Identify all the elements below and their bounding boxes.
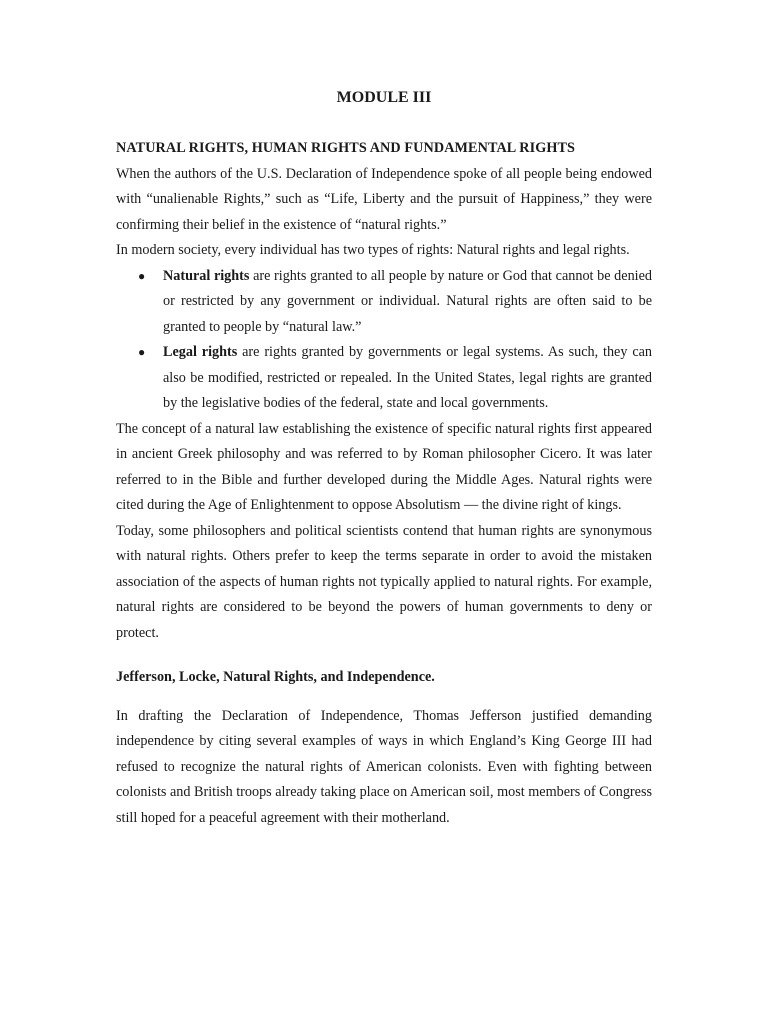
term-legal-rights: Legal rights xyxy=(163,344,238,360)
rights-list xyxy=(116,264,652,417)
list-item-legal-rights xyxy=(138,340,653,417)
document-body xyxy=(116,86,652,831)
bullet-icon: ● xyxy=(138,268,146,283)
paragraph-declaration: When the authors of the U.S. Declaration of Independence spoke of all people being endowed with “unalienable Rights,” such as “Life, Liberty and the pursuit of Happiness,” they were confirming their belief in the existence of “natural rights.” xyxy=(116,165,652,233)
paragraph-two-types: In modern society, every individual has two types of rights: Natural rights and legal rights. xyxy=(116,242,630,258)
term-natural-rights: Natural rights xyxy=(163,267,250,284)
list-item-natural-rights xyxy=(138,264,652,341)
paragraph-human-rights: Today, some philosophers and political scientists contend that human rights are synonymous with natural rights. Others prefer to keep the terms separate in order to avoid the mistaken association of the aspects of human rights not typically applied to natural rights. For example, natural rights are considered to be beyond the powers of human governments to deny or protect. xyxy=(116,522,652,641)
bullet-icon: ● xyxy=(138,345,146,359)
definition-natural-rights: are rights granted to all people by nature or God that cannot be denied or restricted by any government or individual. Natural rights are often said to be granted to people by “natural law.” xyxy=(163,267,652,335)
paragraph-natural-law-history: The concept of a natural law establishing the existence of specific natural rights first appeared in ancient Greek philosophy and was referred to by Roman philosopher Cicero. It was later referred to in the Bible and further developed during the Middle Ages. Natural rights were cited during the Age of Enlightenment to oppose Absolutism — the divine right of kings. xyxy=(116,420,652,513)
module-title: MODULE III xyxy=(336,89,432,106)
subheading-jefferson-locke: Jefferson, Locke, Natural Rights, and Independence. xyxy=(116,669,435,685)
section-title: NATURAL RIGHTS, HUMAN RIGHTS AND FUNDAMENTAL RIGHTS xyxy=(116,140,576,156)
definition-legal-rights: are rights granted by governments or legal systems. As such, they can also be modified, restricted or repealed. In the United States, legal rights are granted by the legislative bodies of the federal, state and local governments. xyxy=(163,344,653,411)
paragraph-jefferson: In drafting the Declaration of Independence, Thomas Jefferson justified demanding independence by citing several examples of ways in which England’s King George III had refused to recognize the natural rights of American colonists. Even with fighting between colonists and British troops already taking place on American soil, most members of Congress still hoped for a peaceful agreement with their motherland. xyxy=(116,707,652,826)
